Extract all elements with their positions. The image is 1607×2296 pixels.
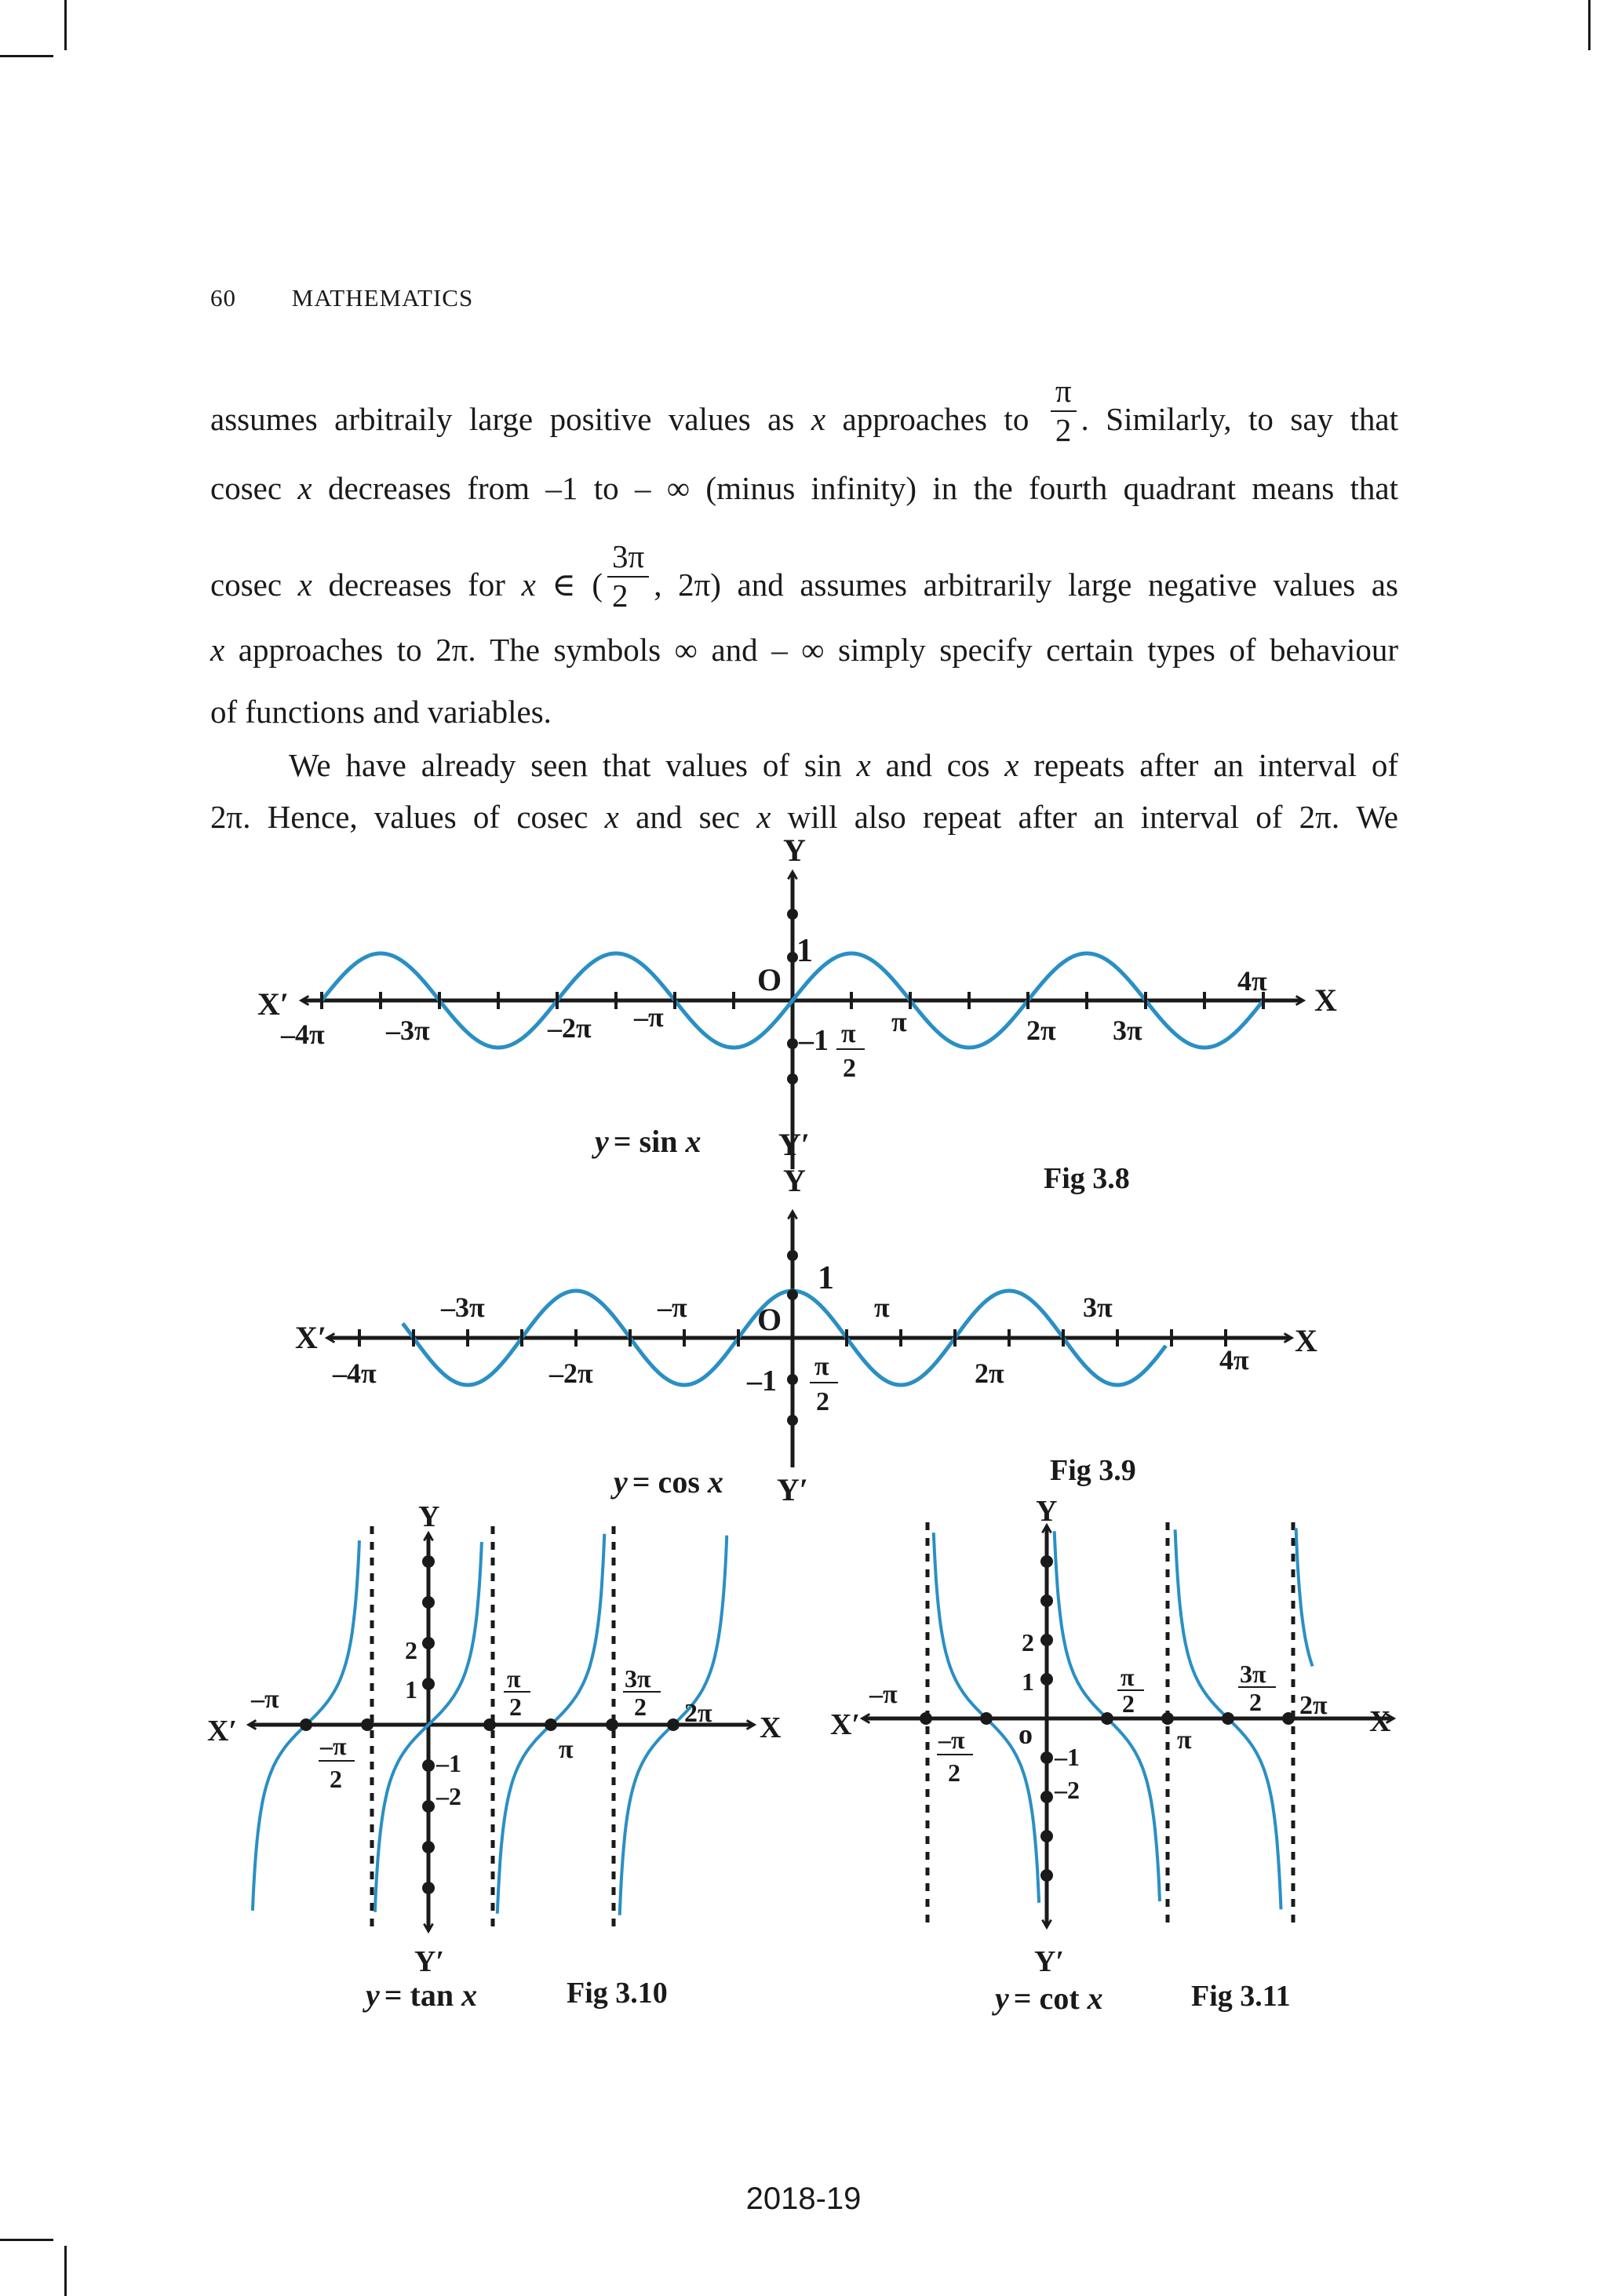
sin-axis-y-label: Y [783,833,806,868]
cos-tick-label: π [874,1292,890,1323]
tan-y-dot [422,1800,435,1813]
tan-x-dot [361,1718,374,1731]
tan-axis-x-label: X [760,1711,782,1744]
text-line-5: of functions and variables. [210,694,552,730]
sin-tick-label: –4π [281,1019,325,1050]
cot-two-pi-label: 2π [1299,1691,1328,1720]
cot-neg-half-pi-num: –π [938,1726,965,1754]
cos-y-dot [787,1289,798,1300]
cot-axis-x-label: X [1369,1705,1391,1738]
subject-title: MATHEMATICS [291,284,474,312]
cot-axis-y-label: Y [1036,1495,1058,1528]
cos-y1-label: 1 [818,1260,834,1296]
cot-x-dot [1222,1712,1234,1725]
tan-ym1-label: –1 [436,1749,461,1777]
cot-pi-label: π [1177,1726,1192,1755]
cos-tick-label: –2π [549,1358,593,1389]
cot-half-pi-num: π [1121,1663,1135,1691]
sin-tick-label: –3π [386,1015,430,1046]
cos-half-pi-den: 2 [816,1387,829,1416]
sin-y-dot [787,1073,798,1084]
tan-axis-x-neg-label: X′ [207,1715,238,1748]
cot-ym2-label: –2 [1055,1776,1080,1804]
figure-cos [295,1163,1317,1507]
cos-y-dot [787,1374,798,1385]
tan-y1-label: 1 [405,1675,417,1704]
tan-y-dot [422,1637,435,1649]
cot-x-dot [920,1712,932,1725]
cos-axis-x-label: X [1295,1323,1317,1358]
cot-x-dot [1101,1712,1113,1725]
cot-x-dot [980,1712,993,1725]
tan-half-pi-den: 2 [509,1693,522,1721]
cot-y-dot [1040,1673,1053,1686]
cos-y-dot [787,1415,798,1426]
cot-x-dot [1161,1712,1174,1725]
sin-half-pi-den: 2 [843,1054,856,1083]
cot-y-dot [1040,1751,1053,1764]
tan-ym2-label: –2 [436,1782,461,1810]
cot-3half-pi-den: 2 [1249,1688,1262,1716]
cos-ym1-label: –1 [747,1365,777,1398]
cot-y-dot [1040,1594,1053,1607]
cos-axis-y-neg-label: Y′ [777,1472,809,1507]
tan-axis-y-neg-label: Y′ [414,1945,445,1978]
sin-tick-label: –2π [548,1012,592,1044]
sin-tick-label: –π [634,1001,664,1033]
figure-sin [257,833,1337,1195]
text-line-2: cosec x decreases from –1 to – ∞ (minus infinity) in the fourth quadrant means that [210,470,1398,506]
tan-x-dot [545,1718,557,1731]
sin-axis-y-neg-label: Y′ [778,1127,811,1162]
cot-y-dot [1040,1555,1053,1568]
sin-tick-label: 4π [1237,965,1267,997]
cos-y-dot [787,1250,798,1261]
tan-x-dot [300,1718,312,1731]
sin-tick-label: π [891,1006,907,1037]
fraction-3pi-over-2: $\frac{3\pi}{2}$ [607,538,649,614]
tan-y-dot [422,1678,435,1690]
text-line-6: We have already seen that values of sin x and cos x repeats after an interval of [289,747,1398,783]
cot-axis-y-neg-label: Y′ [1034,1945,1065,1978]
fraction-pi-over-2: $\frac{\pi}{2}$ [1051,373,1077,448]
cot-y-dot [1040,1869,1053,1882]
cos-tick-label: –4π [333,1358,377,1389]
tan-y-dot [422,1759,435,1772]
tan-caption: Fig 3.10 [567,1977,668,2010]
sin-axis-x-label: X [1314,982,1337,1018]
tan-equation: y = tan x [366,1977,478,2013]
sin-equation: y = sin x [595,1124,701,1159]
cos-tick-label: 4π [1219,1344,1249,1376]
cos-axis-y-label: Y [783,1163,806,1198]
cot-ym1-label: –1 [1055,1743,1080,1771]
cos-tick-label: –3π [441,1292,485,1323]
tan-half-pi-num: π [507,1664,521,1693]
tan-y-dot [422,1555,435,1568]
cot-neg-pi-label: –π [869,1680,898,1709]
figure-cot [830,1495,1393,2016]
cot-axis-x-neg-label: X′ [830,1708,861,1741]
sin-y1-label: 1 [796,933,813,969]
cos-origin-label: O [757,1302,782,1337]
cot-caption: Fig 3.11 [1191,1980,1291,2013]
cot-y-dot [1040,1634,1053,1646]
cot-y2-label: 2 [1022,1628,1034,1656]
sin-tick-label: 2π [1026,1015,1056,1046]
sin-tick-label: 3π [1113,1015,1142,1046]
tan-3half-pi-num: 3π [625,1664,651,1693]
sin-ym1-label: –1 [799,1024,829,1057]
cos-equation: y = cos x [614,1464,723,1500]
cot-y-dot [1040,1830,1053,1842]
tan-3half-pi-den: 2 [634,1693,647,1721]
cos-caption: Fig 3.9 [1050,1454,1136,1487]
cos-half-pi-num: π [814,1352,829,1381]
cot-x-dot [1282,1712,1295,1725]
text-line-3: cosec x decreases for x ∈ ( $\frac{3\pi}{2}$ , 2π) and assumes arbitrarily large negative values as [210,538,1398,614]
tan-x-dot [667,1718,680,1731]
page-number: 60 [210,284,236,312]
tan-axis-y-label: Y [418,1500,440,1533]
cot-y-dot [1040,1791,1053,1803]
cot-half-pi-den: 2 [1122,1689,1135,1718]
cos-tick-label: –π [658,1292,687,1323]
tan-neg-pi-label: –π [251,1685,279,1714]
tan-x-dot [606,1718,618,1731]
sin-y-dot [787,1038,798,1049]
footer-year: 2018-19 [745,2181,862,2216]
tan-neg-half-pi-num: –π [320,1732,347,1760]
cot-origin-label: o [1018,1718,1033,1750]
tan-y2-label: 2 [405,1636,417,1664]
sin-y-dot [787,909,798,920]
text-line-4: x approaches to 2π. The symbols ∞ and – ∞ simply specify certain types of behaviour [210,632,1398,668]
tan-pi-label: π [559,1735,574,1764]
cos-tick-label: 2π [975,1358,1004,1389]
tan-y-dot [422,1841,435,1853]
cot-y1-label: 1 [1022,1667,1034,1696]
sin-half-pi-num: π [841,1019,856,1048]
text-line-7: 2π. Hence, values of cosec x and sec x will also repeat after an interval of 2π. We [210,799,1398,835]
cos-tick-label: 3π [1083,1292,1113,1323]
tan-neg-half-pi-den: 2 [330,1765,342,1793]
sin-axis-x-neg-label: X′ [257,986,290,1022]
tan-y-dot [422,1596,435,1609]
cot-neg-half-pi-den: 2 [948,1758,960,1787]
cot-3half-pi-num: 3π [1240,1660,1266,1688]
tan-two-pi-label: 2π [684,1699,712,1728]
sin-caption: Fig 3.8 [1044,1162,1130,1195]
tan-y-dot [422,1882,435,1894]
sin-origin-label: O [757,962,782,997]
cos-axis-x-neg-label: X′ [295,1320,327,1355]
figure-tan [207,1500,781,2013]
cot-equation: y = cot x [995,1981,1103,2016]
tan-x-dot [483,1718,496,1731]
text-line-1: assumes arbitraily large positive values as x approaches to $\frac{\pi}{2}$ . Similarly, to say that [210,373,1398,448]
